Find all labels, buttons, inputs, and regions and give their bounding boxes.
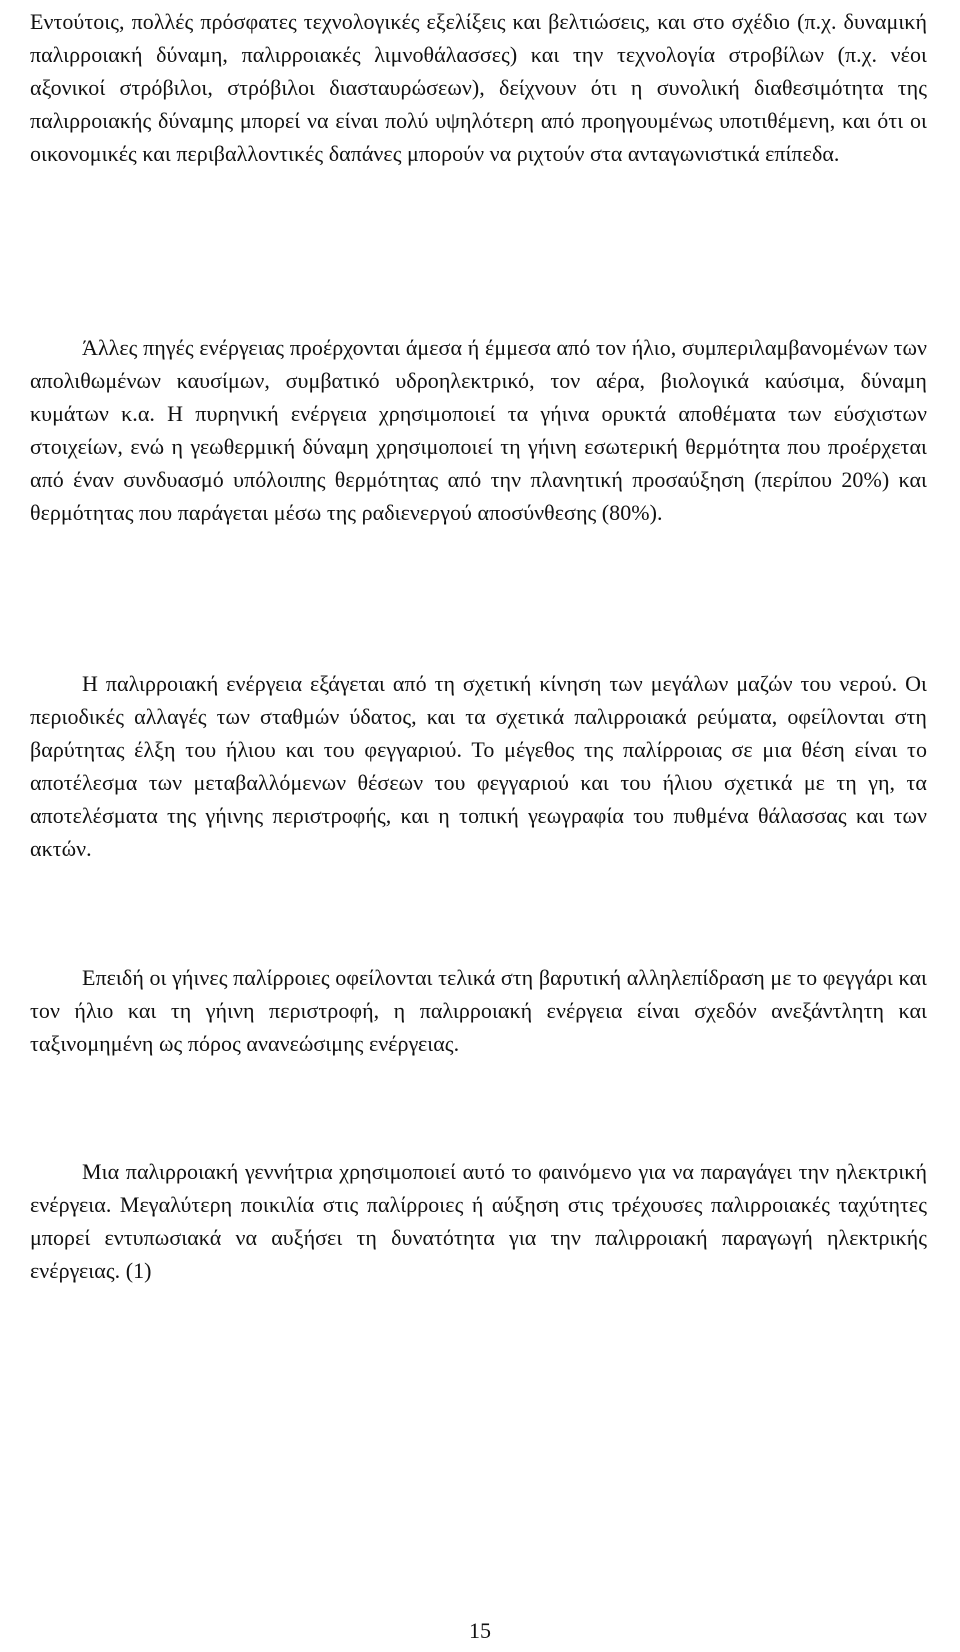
paragraph-tidal-technology-advances: Εντούτοις, πολλές πρόσφατες τεχνολογικές εξελίξεις και βελτιώσεις, και στο σχέδιο (π.χ. δυναμική παλιρροιακή δύναμη, παλιρροιακές λιμνοθάλασσες) και την τεχνολογία στροβίλων (π.χ. νέοι αξονικοί στρόβιλοι, στρόβιλοι διασταυρώσεων), δείχνουν ότι η συνολική διαθεσιμότητα της παλιρροιακής δύναμης μπορεί να είναι πολύ υψηλότερη από προηγουμένως υποτιθέμενη, και ότι οι οικονομικές και περιβαλλοντικές δαπάνες μπορούν να ριχτούν στα ανταγωνιστικά επίπεδα. [30, 9, 927, 166]
paragraph-tidal-renewable: Επειδή οι γήινες παλίρροιες οφείλονται τελικά στη βαρυτική αλληλεπίδραση με το φεγγάρι και τον ήλιο και τη γήινη περιστροφή, η παλιρροιακή ενέργεια είναι σχεδόν ανεξάντλητη και ταξινομημένη ως πόρος ανανεώσιμης ενέργειας. [30, 965, 927, 1056]
paragraph-other-energy-sources: Άλλες πηγές ενέργειας προέρχονται άμεσα ή έμμεσα από τον ήλιο, συμπεριλαμβανομένων των απολιθωμένων καυσίμων, συμβατικό υδροηλεκτρικό, τον αέρα, βιολογικά καύσιμα, δύναμη κυμάτων κ.α. Η πυρηνική ενέργεια χρησιμοποιεί τα γήινα ορυκτά αποθέματα των εύσχιστων στοιχείων, ενώ η γεωθερμική δύναμη χρησιμοποιεί τη γήινη εσωτερική θερμότητα που προέρχεται από έναν συνδυασμό υπόλοιπης θερμότητας από την πλανητική προσαύξηση (περίπου 20%) και θερμότητας που παράγεται μέσω της ραδιενεργού αποσύνθεσης (80%). [30, 335, 927, 525]
paragraph-tidal-generator: Μια παλιρροιακή γεννήτρια χρησιμοποιεί αυτό το φαινόμενο για να παραγάγει την ηλεκτρική ενέργεια. Μεγαλύτερη ποικιλία στις παλίρροιες ή αύξηση στις τρέχουσες παλιρροιακές ταχύτητες μπορεί εντυπωσιακά να αυξήσει τη δυνατότητα για την παλιρροιακή παραγωγή ηλεκτρικής ενέργειας. (1) [30, 1159, 927, 1283]
page-number: 15 [469, 1618, 491, 1643]
paragraph-tidal-energy-origin: Η παλιρροιακή ενέργεια εξάγεται από τη σχετική κίνηση των μεγάλων μαζών του νερού. Οι περιοδικές αλλαγές των σταθμών ύδατος, και τα σχετικά παλιρροιακά ρεύματα, οφείλονται στη βαρύτητας έλξη του ήλιου και του φεγγαριού. Το μέγεθος της παλίρροιας σε μια θέση είναι το αποτέλεσμα των μεταβαλλόμενων θέσεων του φεγγαριού και του ήλιου σχετικά με τη γη, τα αποτελέσματα της γήινης περιστροφής, και η τοπική γεωγραφία του πυθμένα θάλασσας και των ακτών. [30, 671, 927, 861]
